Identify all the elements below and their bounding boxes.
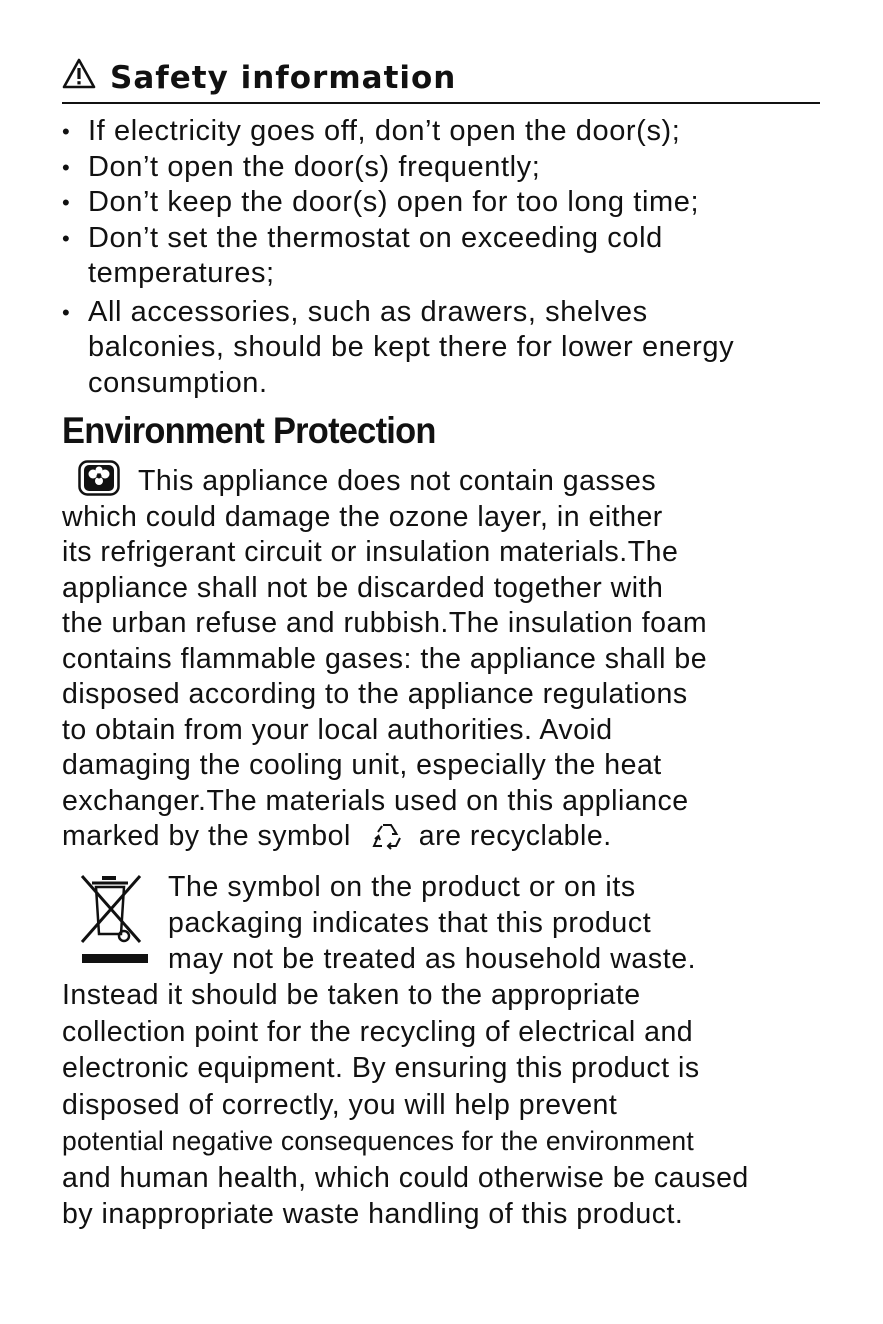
list-item: • Don’t open the door(s) frequently;	[62, 150, 832, 186]
symbol-line-after: are recyclable.	[418, 820, 612, 852]
paragraph-line: the urban refuse and rubbish.The insulation foam	[62, 607, 708, 639]
paragraph-line: and human health, which could otherwise be caused	[62, 1161, 749, 1194]
symbol-line-before: marked by the symbol	[62, 820, 351, 852]
paragraph-line: appliance shall not be discarded together with	[62, 571, 664, 604]
paragraph-line: electronic equipment. By ensuring this product is	[62, 1052, 700, 1084]
paragraph-line: potential negative consequences for the environment	[62, 1126, 694, 1156]
paragraph-line: contains flammable gases: the appliance shall be	[62, 642, 708, 675]
paragraph-line: by inappropriate waste handling of this product.	[62, 1198, 684, 1230]
paragraph-line: which could damage the ozone layer, in either	[62, 500, 663, 533]
paragraph-line: collection point for the recycling of electrical and	[62, 1015, 694, 1048]
list-item: • All accessories, such as drawers, shelves balconies, should be kept there for lower energy consumption.	[62, 295, 768, 402]
paragraph-line: may not be treated as household waste.	[168, 943, 697, 975]
paragraph-line: its refrigerant circuit or insulation materials.The	[62, 536, 679, 568]
paragraph-line: damaging the cooling unit, especially the heat	[62, 749, 662, 781]
environment-paragraph	[62, 464, 832, 855]
weee-intro	[168, 869, 696, 977]
recycle-icon	[369, 821, 405, 855]
paragraph-line	[62, 819, 832, 855]
paragraph-line: to obtain from your local authorities. Avoid	[62, 713, 613, 746]
safety-section-header	[62, 56, 820, 104]
paragraph-line: packaging indicates that this product	[168, 907, 652, 939]
list-item: • Don’t set the thermostat on exceeding cold temperatures;	[62, 221, 788, 292]
paragraph-line: This appliance does not contain gasses	[138, 465, 657, 497]
paragraph-line: disposed according to the appliance regulations	[62, 678, 688, 710]
safety-title: Safety information	[110, 60, 457, 96]
paragraph-line: exchanger.The materials used on this appliance	[62, 784, 689, 817]
paragraph-line: Instead it should be taken to the appropriate	[62, 979, 641, 1011]
crossed-out-wheelie-bin-icon	[80, 874, 150, 966]
list-item: • Don’t keep the door(s) open for too long time;	[62, 185, 832, 221]
safety-bullet-list	[62, 114, 832, 401]
paragraph-line: disposed of correctly, you will help prevent	[62, 1088, 618, 1121]
paragraph-line: The symbol on the product or on its	[168, 871, 636, 903]
environment-title: Environment Protection	[62, 410, 436, 451]
weee-paragraph	[62, 977, 842, 1233]
warning-triangle-icon	[62, 58, 96, 90]
list-item: • If electricity goes off, don’t open the door(s);	[62, 114, 832, 150]
